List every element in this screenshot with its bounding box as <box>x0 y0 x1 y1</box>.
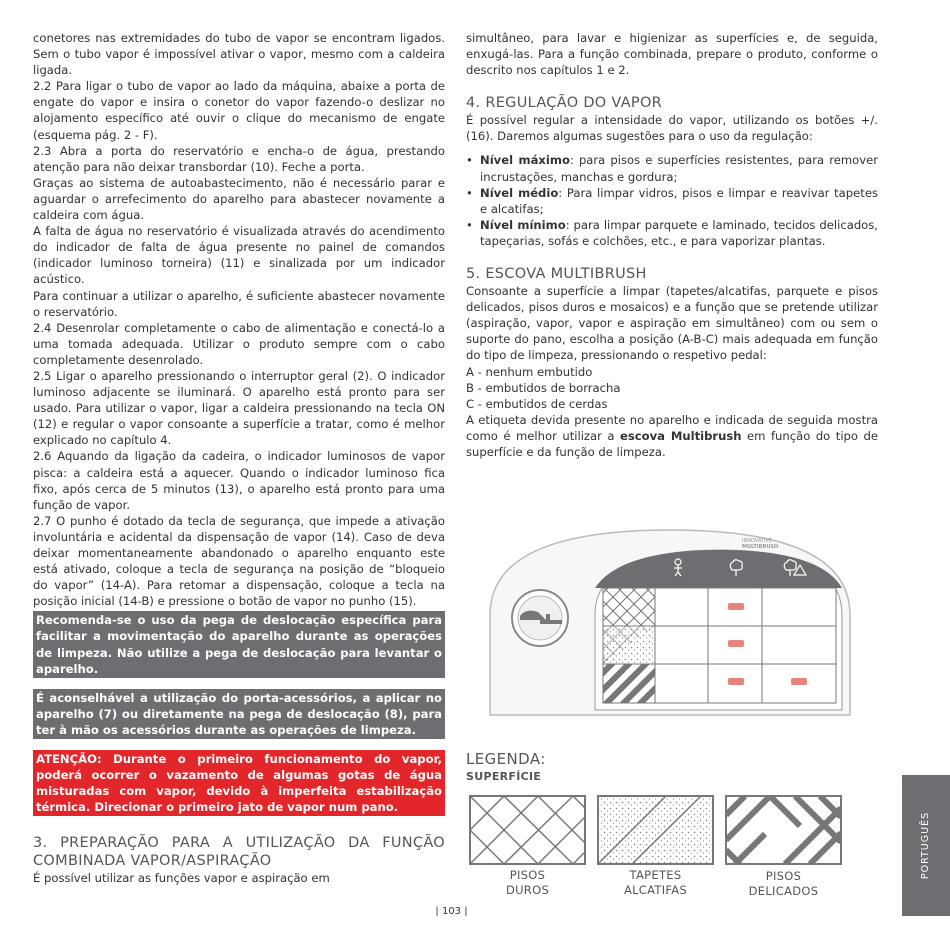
legend-label-carpet: TAPETES ALCATIFAS <box>623 868 688 897</box>
list-item <box>466 152 878 184</box>
multibrush-term: escova Multibrush <box>619 428 742 443</box>
brand-line-1: INNOVATIVE <box>742 538 773 544</box>
note-box-handle: Recomenda-se o uso da pega de deslocação específica para facilitar a movimentação do aparelho durante as operações de limpeza. Não utilize a pega de deslocação para levantar o aparelho. <box>33 611 445 677</box>
brand-line-2: MULTIBRUSH <box>742 544 779 550</box>
list-term: Nível mínimo <box>480 217 566 232</box>
list-term: Nível máximo <box>480 153 570 168</box>
paragraph: 2.6 Aquando da ligação da cadeira, o indicador luminosos de vapor pisca: a caldeira está a aquecer. Quando o indicador luminoso fica fixo, após cerca de 5 minutos (13), o aparelho está pronto para uma função de vapor. <box>33 449 445 512</box>
page-number: | 103 | <box>435 906 468 917</box>
row-tile-pattern <box>603 588 655 626</box>
note-box-accessories: É aconselhável a utilização do porta-acessórios, a aplicar no aparelho (7) ou diretamente na pega de deslocação (8), para ter à mão os acessórios durante as operações de limpeza. <box>33 689 445 739</box>
list-item <box>466 217 878 249</box>
paragraph: 2.5 Ligar o aparelho pressionando o interruptor geral (2). O indicador luminoso adjacente se iluminará. O aparelho está pronto para ser usado. Para utilizar o vapor, ligar a caldeira pressionando na tecla ON (12) e regular o vapor consoante a superfície a tratar, como é melhor explicado no capítulo 4. <box>33 368 445 448</box>
section-heading-4: 4. REGULAÇÃO DO VAPOR <box>466 95 663 112</box>
left-column <box>33 30 445 887</box>
paragraph: conetores nas extremidades do tubo de vapor se encontram ligados. Sem o tubo vapor é impossível ativar o vapor, mesmo com a caldeira ligada. <box>33 31 445 78</box>
paragraph: 2.7 O punho é dotado da tecla de segurança, que impede a ativação involuntária e acidental da dispensação de vapor (14). Caso de deva deixar momentaneamente abandonado o aparelho enquanto este está ativado, coloque a tecla de segurança na posição de “bloqueio do vapor” (14-A). Para retomar a dispensação, coloque a tecla na posição inicial (14-B) e pressione o botão de vapor no punho (15). <box>33 513 445 609</box>
paragraph: Consoante a superfície a limpar (tapetes/alcatifas, parquete e pisos delicados, pisos duros e mosaicos) e a função que se pretende utilizar (aspiração, vapor, vapor e aspiração em simultâneo) com ou sem o suporte do pano, escolha a posição (A-B-C) mais adequada em função do tipo de limpeza, pressionando o respetivo pedal: <box>466 284 878 363</box>
section-heading-3: 3. PREPARAÇÃO PARA A UTILIZAÇÃO DA FUNÇÃO COMBINADA VAPOR/ASPIRAÇÃO <box>33 835 445 870</box>
steam-level-list <box>466 152 878 249</box>
paragraph: A etiqueta devida presente no aparelho e indicada de seguida mostra como é melhor utilizar a escova Multibrush em função do tipo de superfície e da função de limpeza. <box>466 412 878 459</box>
list-text: : para pisos e superfícies resistentes, para remover incrustações, manchas e gordura; <box>480 153 878 184</box>
legend-title: LEGENDA: <box>466 750 546 768</box>
multibrush-label-diagram <box>480 520 860 720</box>
row-parquet-pattern <box>603 664 655 703</box>
paragraph: simultâneo, para lavar e higienizar as superfícies e, de seguida, enxugá-las. Para a função combinada, prepare o produto, conforme o descrito nos capítulos 1 e 2. <box>466 31 878 78</box>
paragraph: Para continuar a utilizar o aparelho, é suficiente abastecer novamente o reservatório. <box>33 288 445 319</box>
language-label: PORTUGUÊS <box>920 811 932 880</box>
legend-label-delicate-floor: PISOS DELICADOS <box>748 869 819 898</box>
legend-tile-delicate-floor <box>725 795 842 865</box>
list-text: : para limpar parquete e laminado, tecidos delicados, tapeçarias, sofás e colchões, etc., e para vaporizar plantas. <box>480 217 878 248</box>
right-column <box>466 30 878 460</box>
paragraph: 2.4 Desenrolar completamente o cabo de alimentação e conectá-lo a uma tomada adequada. Utilizar o produto sempre com o cabo completamente desenrolado. <box>33 320 445 367</box>
legend-tile-carpet <box>597 795 714 865</box>
option-line: C - embutidos de cerdas <box>466 396 608 411</box>
legend-label-hard-floor: PISOS DUROS <box>505 868 550 897</box>
paragraph: É possível regular a intensidade do vapor, utilizando os botões +/. (16). Daremos algumas sugestões para o uso da regulação: <box>466 113 878 144</box>
paragraph: 2.2 Para ligar o tubo de vapor ao lado da máquina, abaixe a porta de engate do vapor e insira o conetor do vapor fazendo-o deslizar no alojamento específico até ouvir o clique do mecanismo de engate (esquema pág. 2 - F). <box>33 79 445 142</box>
list-text: : Para limpar vidros, pisos e limpar e reavivar tapetes e alcatifas; <box>480 185 878 216</box>
paragraph: Graças ao sistema de autoabastecimento, não é necessário parar e aguardar o arrefecimento do aparelho para abastecer novamente a caldeira com água. <box>33 175 445 223</box>
paragraph: 2.3 Abra a porta do reservatório e encha-o de água, prestando atenção para não deixar transbordar (10). Feche a porta. <box>33 143 445 174</box>
legend-tile-hard-floor <box>469 795 586 865</box>
language-tab <box>902 775 950 916</box>
paragraph: É possível utilizar as funções vapor e aspiração em <box>33 871 330 886</box>
warning-box: ATENÇÃO: Durante o primeiro funcionamento do vapor, poderá ocorrer o vazamento de algumas gotas de água misturadas com vapor, devido à imperfeita estabilização térmica. Direcionar o primeiro jato de vapor num pano. <box>33 750 445 816</box>
list-term: Nível médio <box>480 185 559 200</box>
list-item <box>466 185 878 217</box>
paragraph: A falta de água no reservatório é visualizada através do acendimento do indicador de falta de água presente no painel de comandos (indicador luminoso torneira) (11) e sinalizada por um indicador acústico. <box>33 224 445 287</box>
section-heading-5: 5. ESCOVA MULTIBRUSH <box>466 266 647 283</box>
legend-subtitle: SUPERFÍCIE <box>466 770 542 783</box>
option-line: B - embutidos de borracha <box>466 380 621 395</box>
option-line: A - nenhum embutido <box>466 364 593 379</box>
